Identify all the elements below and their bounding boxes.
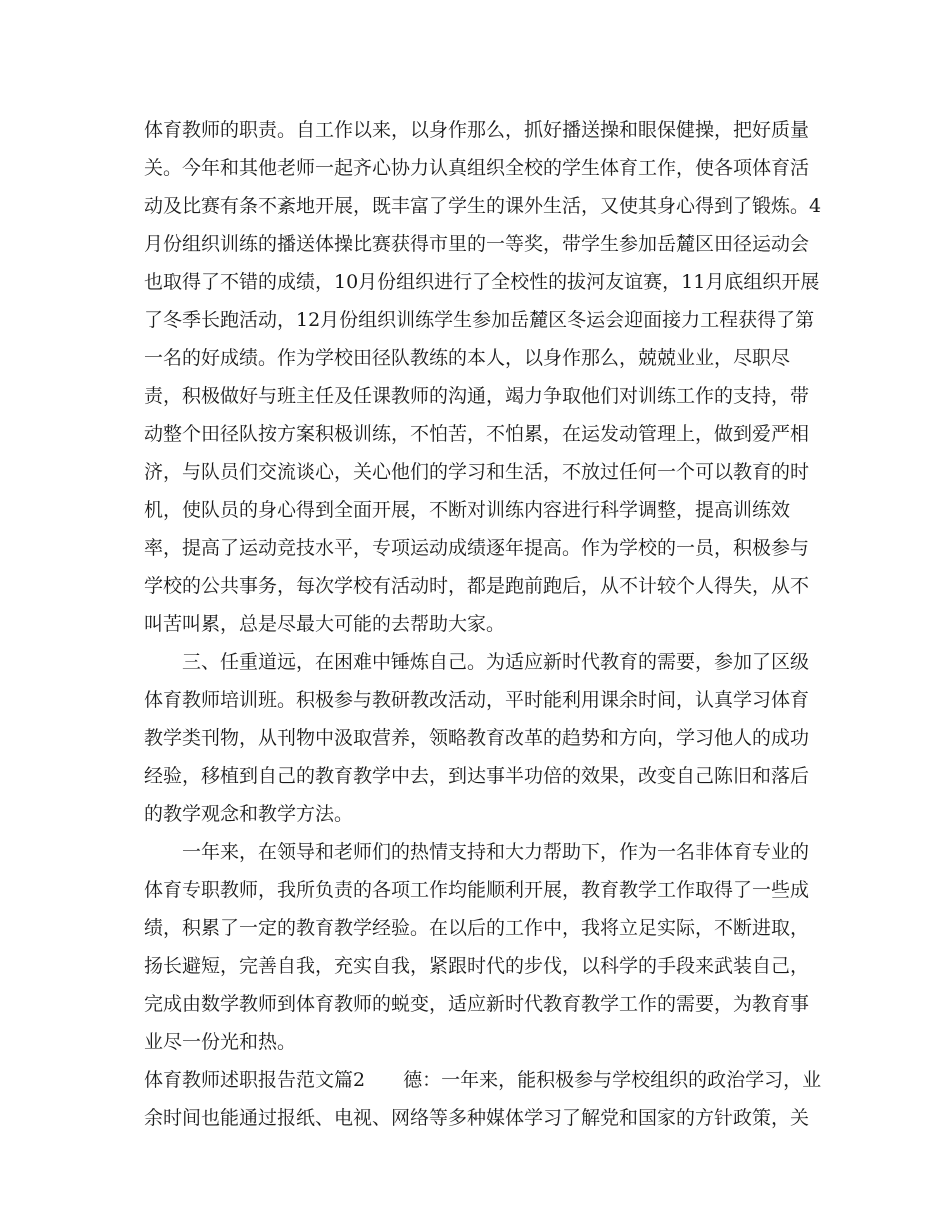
text-line: 学校的公共事务，每次学校有活动时，都是跑前跑后，从不计较个人得失，从不 (144, 575, 810, 597)
paragraph-first-line: 三、任重道远，在困难中锤炼自己。为适应新时代教育的需要，参加了区级 (182, 651, 810, 673)
text-line: 余时间也能通过报纸、电视、网络等多种媒体学习了解党和国家的方针政策，关 (144, 1107, 810, 1129)
paragraph-first-line: 一年来，在领导和老师们的热情支持和大力帮助下，作为一名非体育专业的 (182, 841, 810, 863)
text-line: 动整个田径队按方案积极训练，不怕苦，不怕累，在运发动管理上，做到爱严相 (144, 423, 810, 445)
text-line: 了冬季长跑活动，12月份组织训练学生参加岳麓区冬运会迎面接力工程获得了第 (144, 309, 815, 331)
text-line: 绩，积累了一定的教育教学经验。在以后的工作中，我将立足实际，不断进取， (144, 917, 810, 939)
text-line: 体育教师培训班。积极参与教研教改活动，平时能利用课余时间，认真学习体育 (144, 689, 810, 711)
text-line: 动及比赛有条不紊地开展，既丰富了学生的课外生活，又使其身心得到了锻炼。4 (144, 195, 822, 217)
text-line: 的教学观念和教学方法。 (144, 803, 354, 825)
text-line: 月份组织训练的播送体操比赛获得市里的一等奖，带学生参加岳麓区田径运动会 (144, 233, 810, 255)
text-line: 体育专职教师，我所负责的各项工作均能顺利开展，教育教学工作取得了一些成 (144, 879, 810, 901)
text-line: 率，提高了运动竞技水平，专项运动成绩逐年提高。作为学校的一员，积极参与 (144, 537, 810, 559)
text-line: 体育教师的职责。自工作以来，以身作那么，抓好播送操和眼保健操，把好质量 (144, 119, 810, 141)
text-line: 叫苦叫累，总是尽最大可能的去帮助大家。 (144, 613, 506, 635)
text-line: 经验，移植到自己的教育教学中去，到达事半功倍的效果，改变自己陈旧和落后 (144, 765, 810, 787)
text-line: 一名的好成绩。作为学校田径队教练的本人，以身作那么，兢兢业业，尽职尽 (144, 347, 791, 369)
text-line: 业尽一份光和热。 (144, 1031, 297, 1053)
text-line: 责，积极做好与班主任及任课教师的沟通，竭力争取他们对训练工作的支持，带 (144, 385, 810, 407)
text-line: 教学类刊物，从刊物中汲取营养，领略教育改革的趋势和方向，学习他人的成功 (144, 727, 810, 749)
text-line: 关。今年和其他老师一起齐心协力认真组织全校的学生体育工作，使各项体育活 (144, 157, 810, 179)
text-line: 也取得了不错的成绩，10月份组织进行了全校性的拔河友谊赛，11月底组织开展 (144, 271, 820, 293)
text-line: 完成由数学教师到体育教师的蜕变，适应新时代教育教学工作的需要，为教育事 (144, 993, 810, 1015)
text-line: 扬长避短，完善自我，充实自我，紧跟时代的步伐，以科学的手段来武装自己， (144, 955, 810, 977)
text-line: 机，使队员的身心得到全面开展，不断对训练内容进行科学调整，提高训练效 (144, 499, 791, 521)
text-line: 济，与队员们交流谈心，关心他们的学习和生活，不放过任何一个可以教育的时 (144, 461, 810, 483)
section-heading-line: 体育教师述职报告范文篇2 德：一年来，能积极参与学校组织的政治学习，业 (144, 1069, 822, 1091)
